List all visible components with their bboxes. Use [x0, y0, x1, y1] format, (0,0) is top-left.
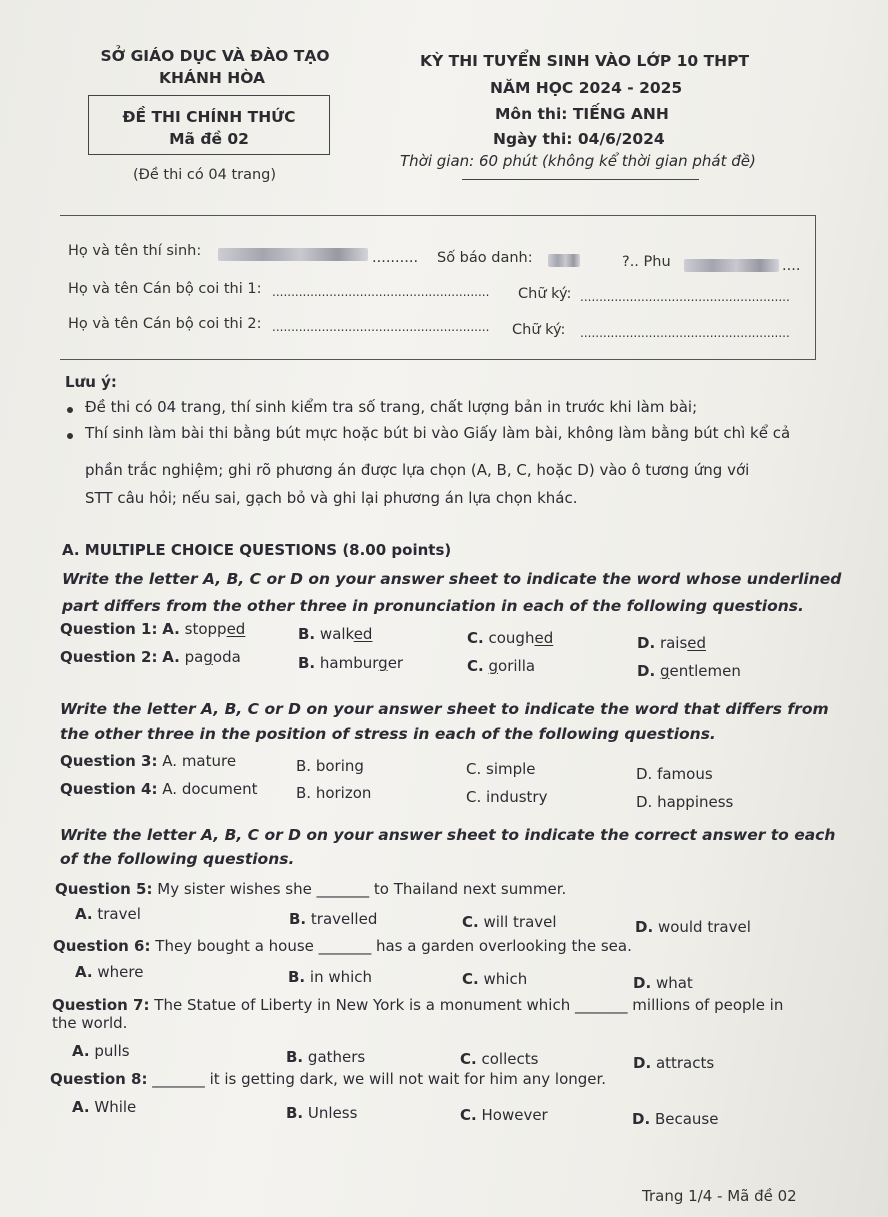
- q8-option-a: A. While: [72, 1098, 137, 1116]
- q1-option-b: B. walked: [298, 625, 373, 643]
- candidate-name-dots: ..........: [372, 250, 419, 266]
- proctor2-signature-dots: .......................................................: [580, 326, 790, 340]
- q5-option-c: C. will travel: [462, 913, 557, 931]
- proctor1-label: Họ và tên Cán bộ coi thi 1:: [68, 281, 262, 297]
- q7-option-c: C. collects: [460, 1050, 539, 1068]
- q2-option-b: B. hamburger: [298, 654, 404, 672]
- notes-title: Lưu ý:: [65, 373, 117, 391]
- q7-option-b: B. gathers: [286, 1048, 366, 1066]
- duration: Thời gian: 60 phút (không kể thời gian phát đề): [400, 152, 756, 170]
- candidate-id-fragment: ?.. Phu: [622, 254, 671, 270]
- proctor2-label: Họ và tên Cán bộ coi thi 2:: [68, 316, 262, 332]
- instruction-1-line1: Write the letter A, B, C or D on your answer sheet to indicate the word whose underlined: [62, 570, 842, 588]
- subject: Môn thi: TIẾNG ANH: [495, 105, 669, 123]
- exam-title: KỲ THI TUYỂN SINH VÀO LỚP 10 THPT: [420, 52, 750, 70]
- instruction-2-line1: Write the letter A, B, C or D on your answer sheet to indicate the word that differs from: [60, 700, 829, 718]
- q4-option-d: D. happiness: [636, 793, 734, 811]
- page-footer: Trang 1/4 - Mã đề 02: [642, 1187, 797, 1205]
- q7-option-a: A. pulls: [72, 1042, 130, 1060]
- question-6: Question 6: They bought a house _______ has a garden overlooking the sea.: [53, 937, 632, 955]
- candidate-id-dots: ....: [782, 258, 801, 274]
- question-8: Question 8: _______ it is getting dark, we will not wait for him any longer.: [50, 1070, 607, 1088]
- q4-option-c: C. industry: [466, 788, 548, 806]
- q6-option-d: D. what: [633, 974, 693, 992]
- redacted-id-part2: [684, 259, 779, 272]
- q8-option-c: C. However: [460, 1106, 548, 1124]
- note-item-2-line1: Thí sinh làm bài thi bằng bút mực hoặc bút bi vào Giấy làm bài, không làm bằng bút chì kể cả: [85, 424, 791, 442]
- instruction-1-line2: part differs from the other three in pronunciation in each of the following questions.: [62, 597, 804, 615]
- school-year: NĂM HỌC 2024 - 2025: [490, 79, 683, 97]
- q3-option-b: B. boring: [296, 757, 364, 775]
- candidate-id-label: Số báo danh:: [437, 250, 533, 266]
- department-line1: SỞ GIÁO DỤC VÀ ĐÀO TẠO: [100, 47, 330, 65]
- proctor2-dots: .........................................................: [272, 320, 490, 334]
- q8-option-b: B. Unless: [286, 1104, 358, 1122]
- question-2: Question 2: A. pagoda: [60, 648, 241, 666]
- question-7-line2: the world.: [52, 1014, 128, 1032]
- q2-option-c: C. gorilla: [467, 657, 536, 675]
- section-a-title: A. MULTIPLE CHOICE QUESTIONS (8.00 points): [62, 541, 452, 559]
- instruction-3-line1: Write the letter A, B, C or D on your answer sheet to indicate the correct answer to each: [60, 826, 836, 844]
- q5-option-a: A. travel: [75, 905, 141, 923]
- note-item-2-line2: phần trắc nghiệm; ghi rõ phương án được lựa chọn (A, B, C, hoặc D) vào ô tương ứng với: [85, 461, 750, 479]
- bullet-icon: [67, 433, 73, 439]
- proctor1-signature-label: Chữ ký:: [518, 286, 572, 302]
- question-7: Question 7: The Statue of Liberty in New York is a monument which _______ millions of people in: [52, 996, 784, 1014]
- question-1: Question 1: A. stopped: [60, 620, 246, 638]
- proctor2-signature-label: Chữ ký:: [512, 322, 566, 338]
- redacted-candidate-name: [218, 248, 368, 261]
- proctor1-signature-dots: .......................................................: [580, 290, 790, 304]
- note-item-1: Đề thi có 04 trang, thí sinh kiểm tra số trang, chất lượng bản in trước khi làm bài;: [85, 398, 698, 416]
- q2-option-d: D. gentlemen: [637, 662, 741, 680]
- instruction-2-line2: the other three in the position of stress in each of the following questions.: [60, 725, 716, 743]
- department-line2: KHÁNH HÒA: [158, 69, 266, 87]
- q5-option-b: B. travelled: [289, 910, 378, 928]
- pages-note: (Đề thi có 04 trang): [133, 167, 277, 183]
- q1-option-d: D. raised: [637, 634, 707, 652]
- redacted-id-part1: [548, 254, 580, 267]
- proctor1-dots: .........................................................: [272, 285, 490, 299]
- exam-date: Ngày thi: 04/6/2024: [493, 130, 665, 148]
- q6-option-b: B. in which: [288, 968, 373, 986]
- exam-code: Mã đề 02: [169, 130, 249, 148]
- official-title: ĐỀ THI CHÍNH THỨC: [122, 108, 296, 126]
- q5-option-d: D. would travel: [635, 918, 751, 936]
- instruction-3-line2: of the following questions.: [60, 850, 295, 868]
- question-3: Question 3: A. mature: [60, 752, 237, 770]
- q3-option-c: C. simple: [466, 760, 536, 778]
- q8-option-d: D. Because: [632, 1110, 719, 1128]
- question-5: Question 5: My sister wishes she _______ to Thailand next summer.: [55, 880, 567, 898]
- question-4: Question 4: A. document: [60, 780, 258, 798]
- bullet-icon: [67, 407, 73, 413]
- q6-option-c: C. which: [462, 970, 528, 988]
- note-item-2-line3: STT câu hỏi; nếu sai, gạch bỏ và ghi lại phương án lựa chọn khác.: [85, 489, 578, 507]
- duration-underline: [462, 179, 699, 180]
- q7-option-d: D. attracts: [633, 1054, 715, 1072]
- q3-option-d: D. famous: [636, 765, 713, 783]
- q4-option-b: B. horizon: [296, 784, 372, 802]
- candidate-name-label: Họ và tên thí sinh:: [68, 243, 202, 259]
- q6-option-a: A. where: [75, 963, 144, 981]
- q1-option-c: C. coughed: [467, 629, 554, 647]
